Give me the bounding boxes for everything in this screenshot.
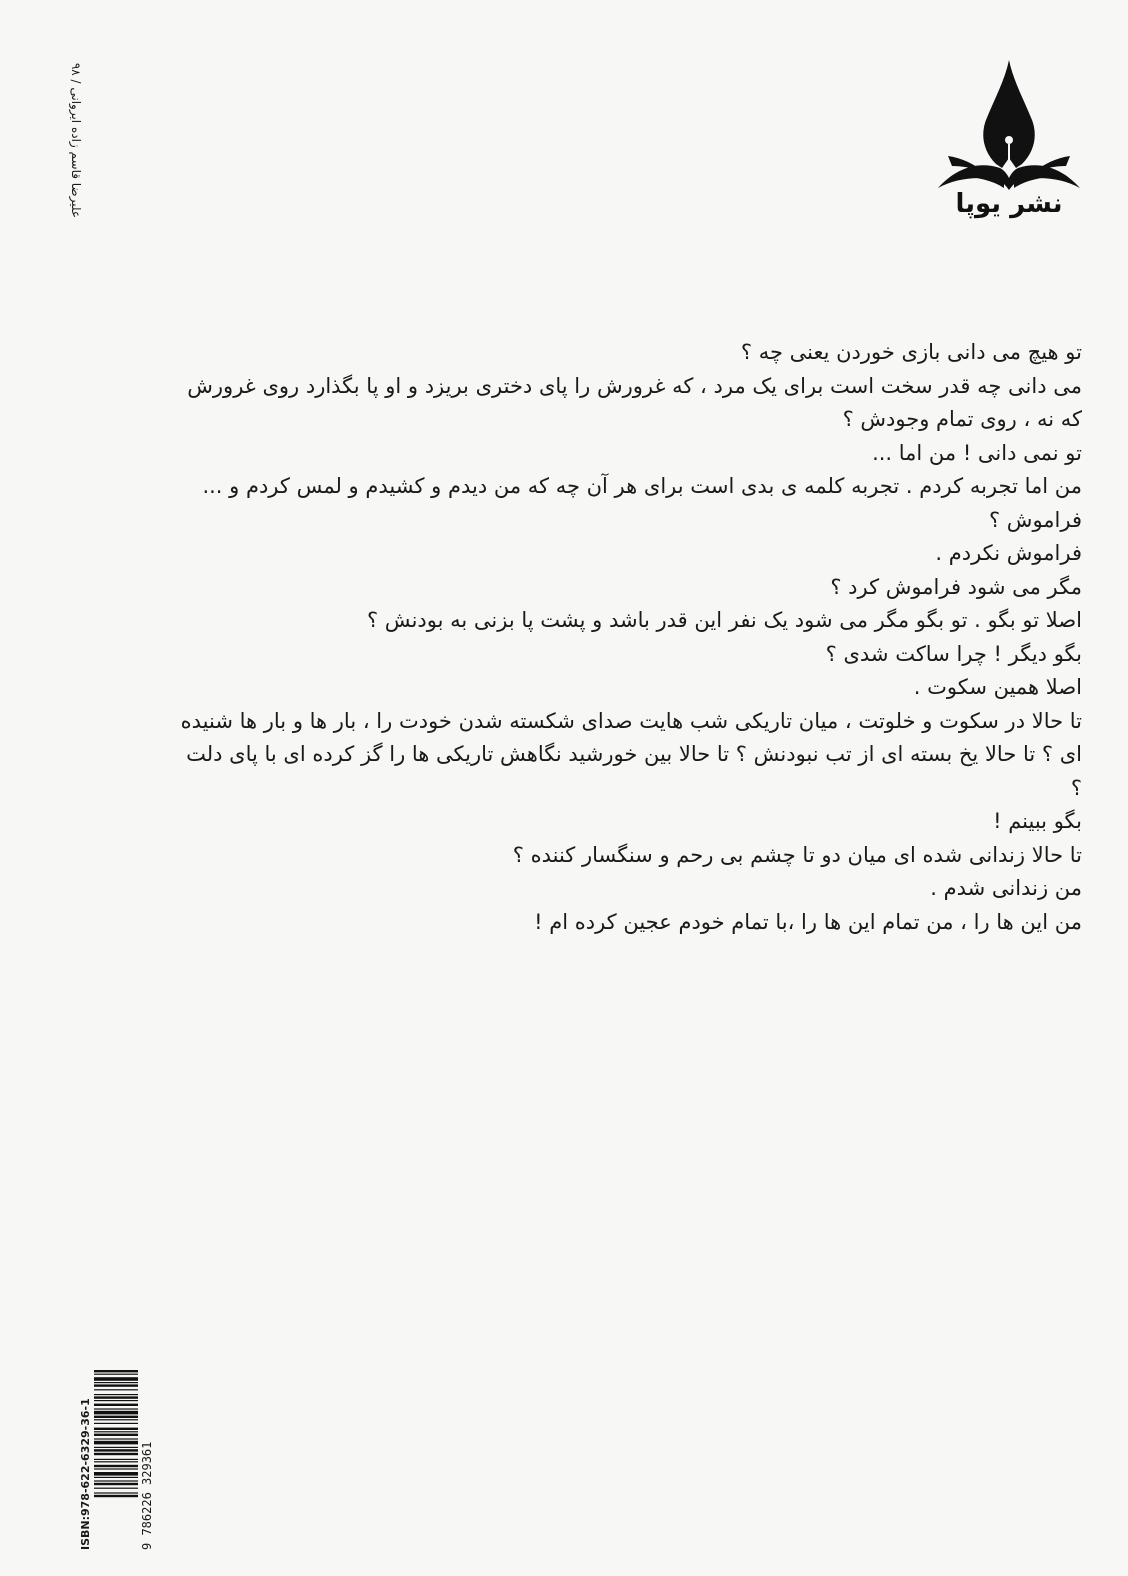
barcode-bar [94,1411,138,1415]
text-line: بگو ببینم ! [993,809,1082,833]
text-line: می دانی چه قدر سخت است برای یک مرد ، که غرورش را پای دختری بریزد و او پا بگذارد روی غرورش [187,373,1082,398]
publisher-name: نشر یوپا [955,189,1063,219]
barcode-bar [94,1477,138,1478]
text-line: فراموش ؟ [988,507,1082,532]
barcode-bar [94,1423,138,1424]
text-line: تو نمی دانی ! من اما ... [872,440,1082,465]
barcode-bar [94,1382,138,1383]
barcode-bar [94,1394,138,1395]
barcode-bar [94,1468,138,1469]
barcode-bar [94,1419,138,1420]
barcode-bar [94,1492,138,1493]
publisher-logo [934,60,1084,220]
text-line: تو هیچ می دانی بازی خوردن یعنی چه ؟ [740,340,1082,364]
spine-author-text: علیرضا قاسم زاده ایروانی / ۹۸ [69,62,83,218]
barcode-bar [94,1370,138,1372]
barcode-bar [94,1389,138,1390]
barcode-bar [94,1495,138,1497]
text-line: من زندانی شدم . [930,876,1082,900]
barcode-bar [94,1449,138,1451]
barcode-bar [94,1377,138,1381]
barcode-bar [94,1408,138,1409]
barcode-bar [94,1431,138,1432]
publisher-pen-nib-logo-icon [934,60,1084,220]
barcode-bar [94,1465,138,1467]
text-line: که نه ، روی تمام وجودش ؟ [842,407,1082,431]
barcode-bar [94,1461,138,1462]
text-line: فراموش نکردم . [935,541,1082,565]
barcode-bar [94,1416,138,1418]
text-line: اصلا تو بگو . تو بگو مگر می شود یک نفر این قدر باشد و پشت پا بزنی به بودنش ؟ [366,608,1082,632]
barcode-bar [94,1459,138,1460]
text-line: من این ها را ، من تمام این ها را ،با تمام خودم عجین کرده ام ! [534,909,1082,934]
barcode-bar [94,1434,138,1436]
text-line: ای ؟ تا حالا یخ بسته ای از تب نبودنش ؟ تا حالا بین خورشید نگاهش تاریکی ها را گز کرده ای با پای دلت [186,742,1082,766]
barcode-bar [94,1428,138,1430]
text-line: ؟ [1070,775,1082,800]
text-line: تا حالا در سکوت و خلوتت ، میان تاریکی شب هایت صدای شکسته شدن خودت را ، بار ها و بار ها شنیده [180,708,1082,733]
isbn-label: ISBN:978-622-6329-36-1 [79,1398,92,1550]
barcode-digits: 9 786226 329361 [140,1441,154,1550]
barcode-bar [94,1483,138,1485]
text-line: مگر می شود فراموش کرد ؟ [830,574,1082,599]
barcode-bar [94,1374,138,1375]
barcode-bar [94,1438,138,1439]
barcode-bar [94,1384,138,1386]
barcode-bar [94,1396,138,1398]
text-line: من اما تجربه کردم . تجربه کلمه ی بدی است برای هر آن چه که من دیدم و کشیدم و لمس کردم و ... [202,474,1082,498]
text-line: تا حالا زندانی شده ای میان دو تا چشم بی رحم و سنگسار کننده ؟ [512,842,1082,867]
text-line: بگو دیگر ! چرا ساکت شدی ؟ [825,641,1082,666]
barcode-bar [94,1441,138,1445]
barcode-bar [94,1447,138,1448]
barcode-bar [94,1404,138,1406]
barcode-bar [94,1472,138,1476]
text-line: اصلا همین سکوت . [913,675,1082,699]
barcode-bar [94,1480,138,1481]
back-cover-text [178,336,1082,939]
barcode-bar [94,1488,138,1489]
barcode-bar [94,1453,138,1455]
barcode-bar [94,1400,138,1401]
